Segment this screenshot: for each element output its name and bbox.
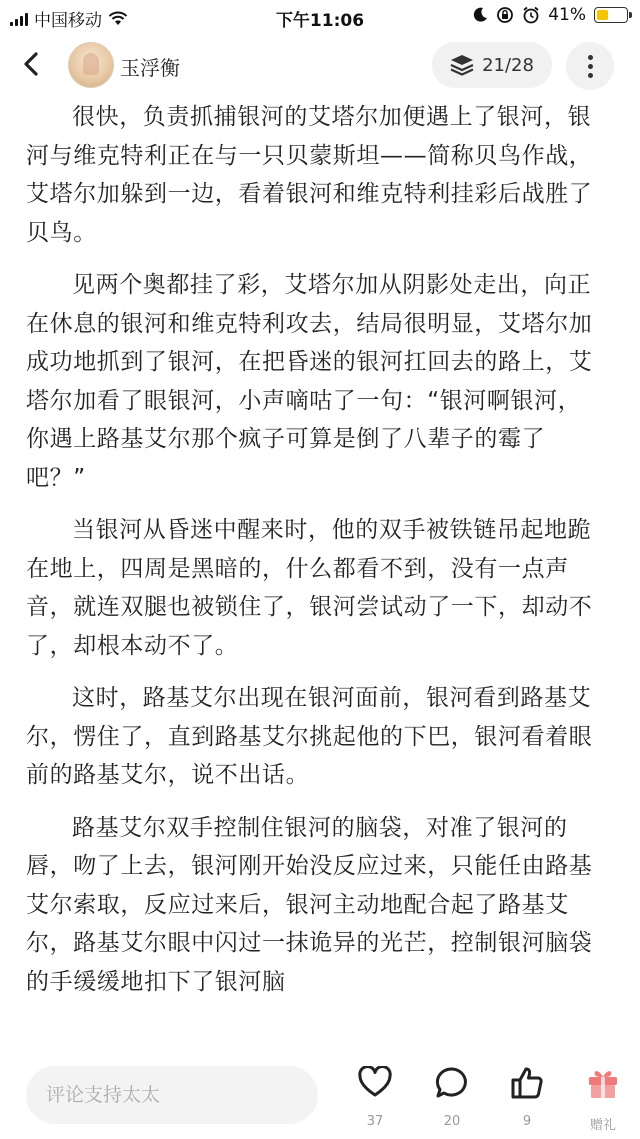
author-name[interactable]: 玉浮衡 [120,56,180,80]
paragraph: 路基艾尔双手控制住银河的脑袋，对准了银河的唇，吻了上去，银河刚开始没反应过来，只能任由路基艾尔索取，反应过来后，银河主动地配合起了路基艾尔，路基艾尔眼中闪过一抹诡异的光芒，控制银河脑袋的手缓缓地扣下了银河脑 [26,814,593,995]
rotation-lock-icon [496,6,514,24]
chevron-left-icon [14,46,50,82]
comment-button[interactable] [427,1066,477,1136]
paragraph: 很快，负责抓捕银河的艾塔尔加便遇上了银河，银河与维克特利正在与一只贝蒙斯坦——简称贝鸟作战，艾塔尔加躲到一边，看着银河和维克特利挂彩后战胜了贝鸟。 [26,104,593,246]
heart-icon [358,1066,392,1098]
comment-count: 20 [443,1114,461,1129]
more-dot-icon [588,73,593,78]
status-bar [0,0,640,34]
reader-header [0,34,640,98]
like-count: 37 [366,1114,384,1129]
battery-fill [597,10,608,20]
paragraph: 见两个奥都挂了彩，艾塔尔加从阴影处走出，向正在休息的银河和维克特利攻去，结局很明显，艾塔尔加成功地抓到了银河，在把昏迷的银河扛回去的路上，艾塔尔加看了眼银河，小声嘀咕了一句：“银河啊银河，你遇上路基艾尔那个疯子可算是倒了八辈子的霉了吧？” [26,272,593,491]
thumbs-up-button[interactable] [502,1066,552,1136]
paragraph: 当银河从昏迷中醒来时，他的双手被铁链吊起地跪在地上，四周是黑暗的，什么都看不到，没有一点声音，就连双腿也被锁住了，银河尝试动了一下，却动不了，却根本动不了。 [26,517,593,659]
back-button[interactable] [14,46,50,82]
layers-icon [450,54,474,76]
more-dot-icon [588,64,593,69]
gift-icon [587,1066,619,1100]
moon-icon [472,7,488,23]
thumbs-up-icon [510,1066,544,1100]
chapter-progress: 21/28 [482,54,534,76]
like-button[interactable] [350,1066,400,1136]
alarm-icon [522,6,540,24]
more-button[interactable] [566,42,614,90]
paragraph: 这时，路基艾尔出现在银河面前，银河看到路基艾尔，愣住了，直到路基艾尔挑起他的下巴，银河看着眼前的路基艾尔，说不出话。 [26,685,593,788]
carrier-name: 中国移动 [34,11,102,31]
chapter-list-button[interactable] [432,42,552,88]
status-time: 下午11:06 [275,11,365,31]
comment-bubble-icon [435,1066,469,1100]
chapter-content [26,98,604,1050]
comment-input[interactable] [26,1066,318,1124]
author-avatar[interactable] [68,42,114,88]
battery-icon [594,7,628,23]
thumbs-up-count: 9 [522,1114,532,1129]
status-right [472,5,628,25]
bottom-bar [0,1050,640,1139]
more-dot-icon [588,55,593,60]
battery-percent: 41% [548,5,586,25]
gift-button[interactable] [578,1066,628,1136]
gift-label: 赠礼 [589,1118,616,1133]
